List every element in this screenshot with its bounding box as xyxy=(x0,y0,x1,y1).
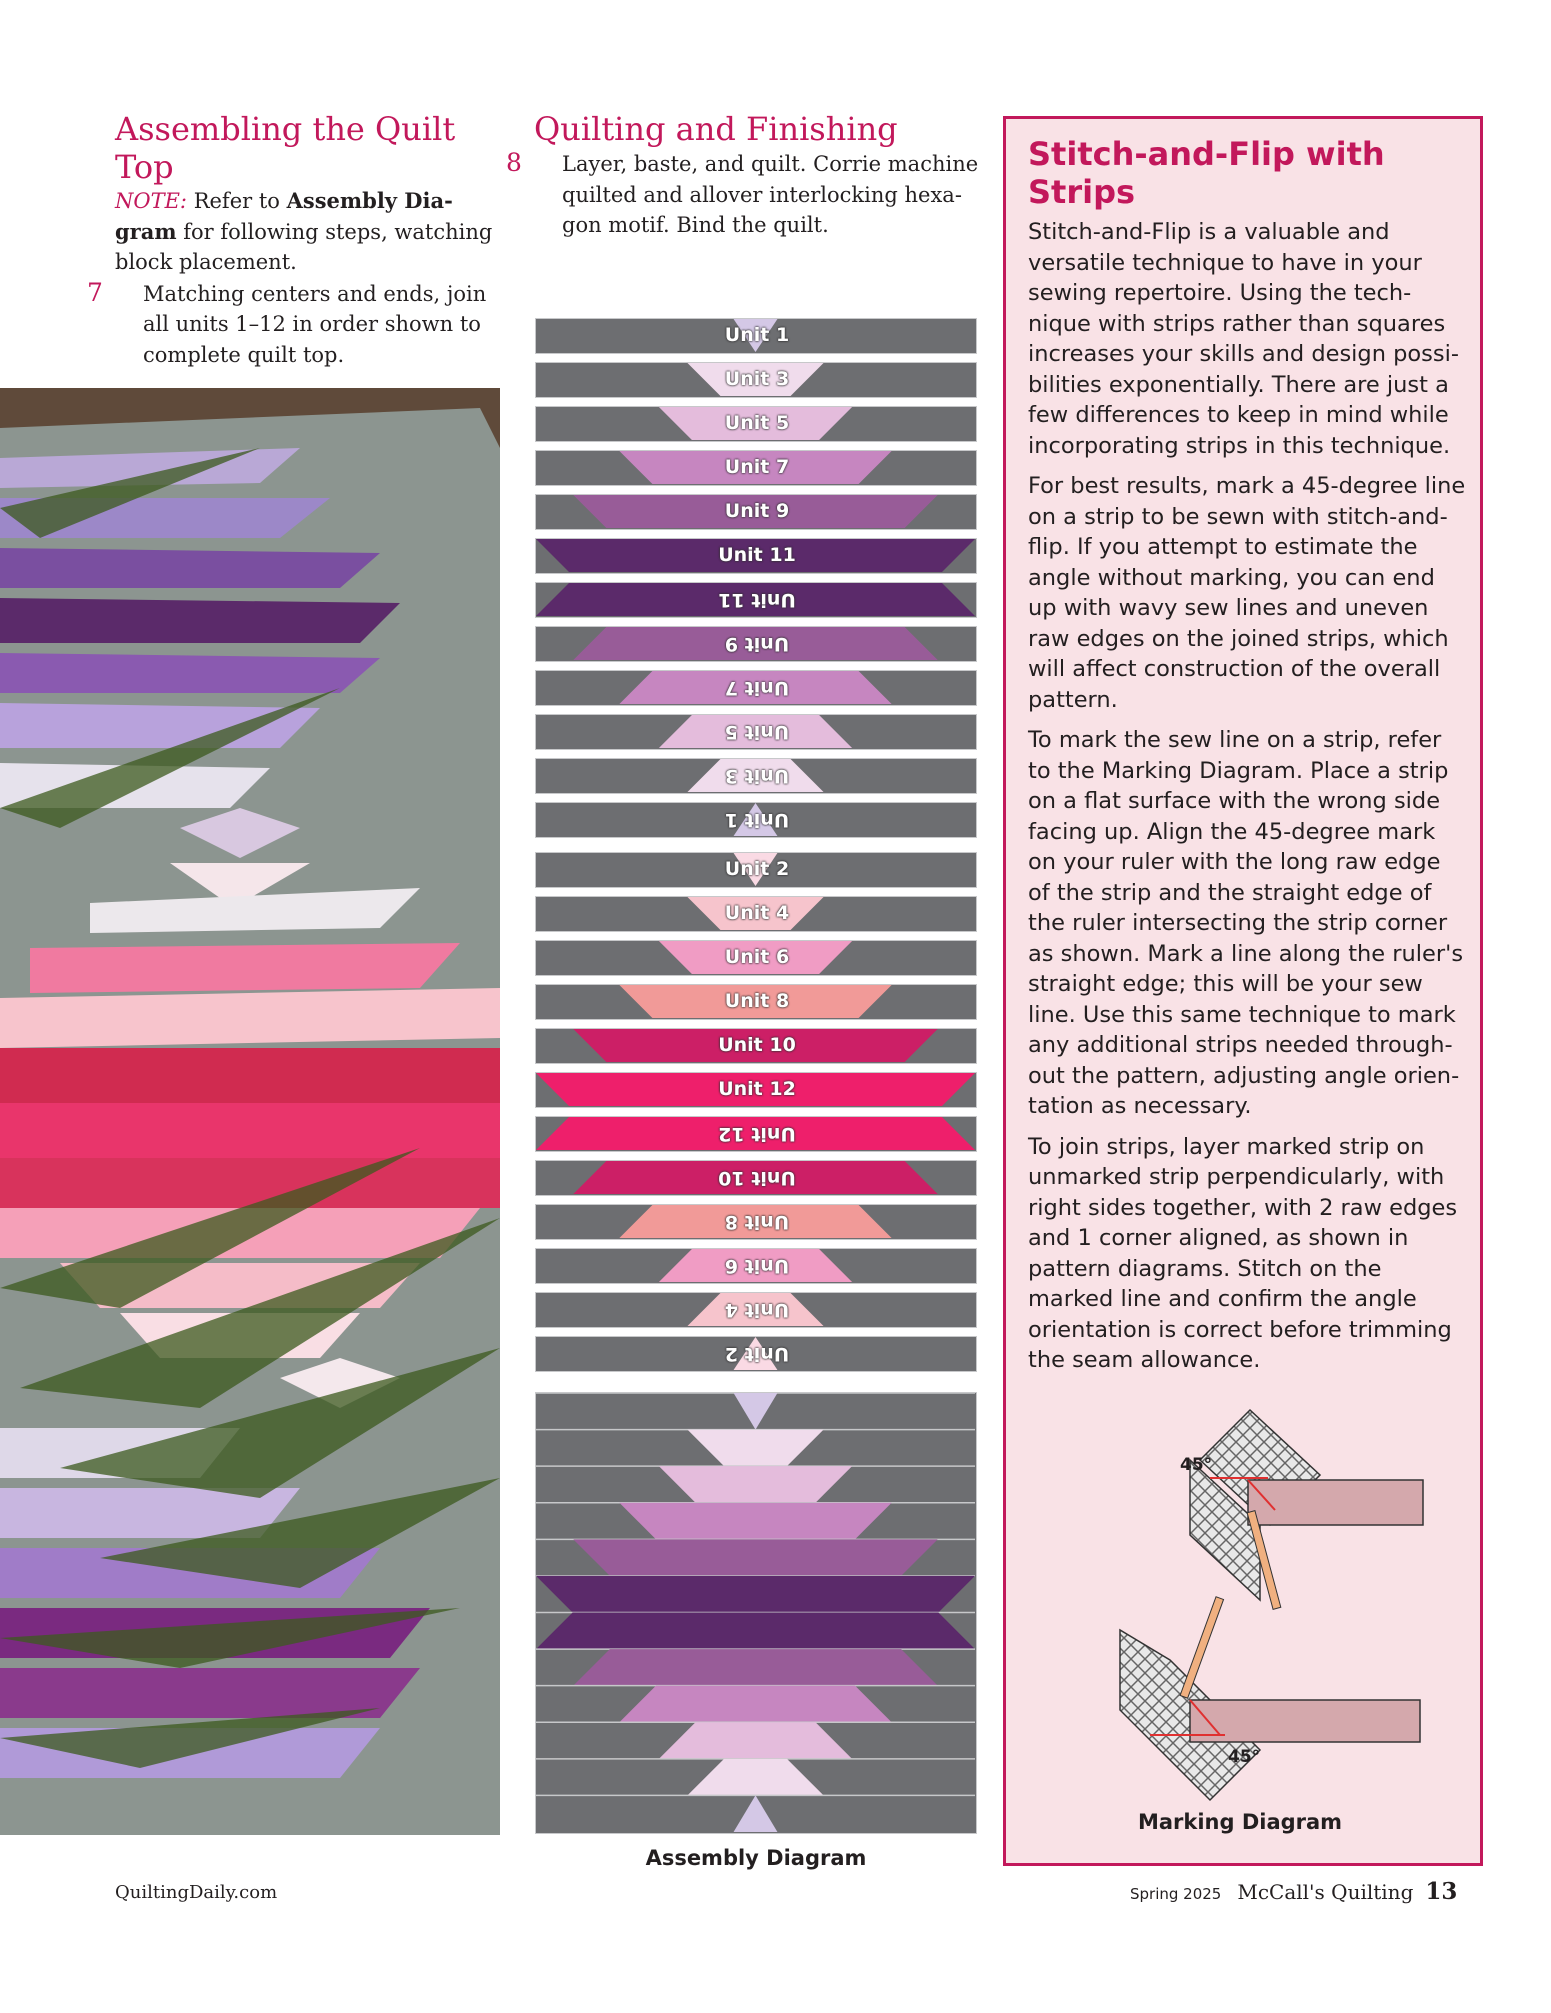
unit-strip xyxy=(535,1204,977,1240)
unit-label: Unit 3 xyxy=(724,765,790,787)
unit-strip xyxy=(535,802,977,838)
footer-magazine: McCall's Quilting xyxy=(1237,1880,1414,1904)
unit-label: Unit 12 xyxy=(718,1123,796,1145)
unit-label: Unit 11 xyxy=(718,544,796,566)
quilting-heading: Quilting and Finishing xyxy=(534,110,898,148)
unit-strip xyxy=(535,896,977,932)
note-label: NOTE: xyxy=(115,189,188,213)
unit-strip xyxy=(535,1028,977,1064)
sidebar-heading: Stitch-and-Flip with Strips xyxy=(1028,135,1385,211)
unit-strip xyxy=(535,582,977,618)
unit-strip xyxy=(535,318,977,354)
row-triangle xyxy=(536,1576,975,1613)
unit-label: Unit 3 xyxy=(724,368,790,390)
step-text: Layer, baste, and quilt. Corrie machine quilted and allover interlocking hexagon motif. Bind the quilt. xyxy=(562,152,979,237)
step-text: Matching centers and ends, join all units 1–12 in order shown to complete quilt top. xyxy=(143,281,487,367)
marking-diagram xyxy=(1110,1400,1430,1810)
quilting-section xyxy=(506,110,984,241)
unit-label: Unit 10 xyxy=(718,1034,796,1056)
unit-label: Unit 5 xyxy=(724,412,790,434)
angle-label: 45° xyxy=(1228,1747,1261,1767)
unit-strip xyxy=(535,538,977,574)
quilt-top-diagram xyxy=(535,1392,977,1834)
row-triangle xyxy=(687,1759,823,1796)
unit-strip xyxy=(535,450,977,486)
footer-folio xyxy=(1130,1878,1457,1905)
footer-season: Spring 2025 xyxy=(1130,1885,1222,1903)
assembly-diagram xyxy=(535,318,977,1843)
page-number: 13 xyxy=(1425,1878,1458,1905)
row-triangle xyxy=(659,1466,852,1503)
unit-strip xyxy=(535,940,977,976)
quilting-step xyxy=(506,148,984,241)
note-bold: Assembly Diagram xyxy=(115,188,453,244)
unit-strip xyxy=(535,1072,977,1108)
sidebar-paragraph: Stitch-and-Flip is a valuable and versatile technique to have in your sewing repertoire. Using the technique with strips rather than squares increases your skills and design possibilities exponentially. There are just a few differences to keep in mind while incorporating strips in this technique. xyxy=(1028,219,1459,459)
step-number: 8 xyxy=(506,148,522,177)
sidebar-paragraph: To mark the sew line on a strip, refer to the Marking Diagram. Place a strip on a flat surface with the wrong side facing up. Align the 45-degree mark on your ruler with the long raw edge of the strip and the straight edge of the ruler intersecting the strip corner as shown. Mark a line along the ruler's straight edge; this will be your sew line. Use this same technique to mark any additional strips needed throughout the pattern, adjusting angle orientation as necessary. xyxy=(1028,727,1464,1119)
assembling-section xyxy=(87,110,495,370)
unit-label: Unit 8 xyxy=(724,990,790,1012)
unit-strip xyxy=(535,626,977,662)
row-triangle xyxy=(573,1649,937,1686)
row-triangle xyxy=(619,1686,891,1723)
assembling-step xyxy=(87,277,495,371)
unit-label: Unit 10 xyxy=(718,1167,796,1189)
unit-label: Unit 7 xyxy=(724,677,790,699)
unit-label: Unit 2 xyxy=(724,1343,790,1365)
row-triangle xyxy=(536,1613,975,1650)
row-triangle xyxy=(734,1393,778,1430)
sidebar-paragraph: For best results, mark a 45-degree line on a strip to be sewn with stitch-and-flip. If you attempt to estimate the angle without marking, you can end up with wavy sew lines and uneven raw edges on the joined strips, which will affect construction of the overall pattern. xyxy=(1028,473,1466,713)
note-pre: Refer to xyxy=(187,189,287,213)
quilt-photo xyxy=(0,388,500,1835)
unit-strip xyxy=(535,758,977,794)
unit-label: Unit 6 xyxy=(724,946,790,968)
unit-label: Unit 4 xyxy=(724,902,790,924)
unit-label: Unit 6 xyxy=(724,1255,790,1277)
unit-strip xyxy=(535,406,977,442)
unit-label: Unit 1 xyxy=(724,324,790,346)
row-triangle xyxy=(659,1722,852,1759)
unit-label: Unit 8 xyxy=(724,1211,790,1233)
unit-label: Unit 5 xyxy=(724,721,790,743)
row-triangle xyxy=(687,1430,823,1467)
unit-label: Unit 9 xyxy=(724,500,790,522)
unit-label: Unit 4 xyxy=(724,1299,790,1321)
quilt-photo-illustration xyxy=(0,388,500,1835)
note-post: for following steps, watching block placement. xyxy=(115,219,493,274)
marking-diagram-caption: Marking Diagram xyxy=(1137,1810,1343,1834)
unit-strip xyxy=(535,1248,977,1284)
marking-diagram-illustration xyxy=(1110,1400,1430,1810)
unit-label: Unit 12 xyxy=(718,1078,796,1100)
unit-label: Unit 11 xyxy=(718,589,796,611)
unit-strip xyxy=(535,494,977,530)
unit-strip xyxy=(535,1292,977,1328)
angle-label: 45° xyxy=(1180,1455,1213,1475)
row-triangle xyxy=(619,1503,891,1540)
unit-strip xyxy=(535,714,977,750)
sidebar-paragraph: To join strips, layer marked strip on unmarked strip perpendicularly, with right sides together, with 2 raw edges and 1 corner aligned, as shown in pattern diagrams. Stitch on the marked line and confirm the angle orientation is correct before trimming the seam allowance. xyxy=(1028,1133,1458,1373)
unit-label: Unit 2 xyxy=(724,858,790,880)
unit-strip xyxy=(535,852,977,888)
unit-strip xyxy=(535,362,977,398)
assembling-note xyxy=(115,186,495,278)
unit-strip xyxy=(535,1336,977,1372)
assembling-heading: Assembling the Quilt Top xyxy=(115,110,456,186)
unit-label: Unit 9 xyxy=(724,633,790,655)
unit-label: Unit 1 xyxy=(724,809,790,831)
assembly-diagram-caption: Assembly Diagram xyxy=(645,1846,867,1870)
step-number: 7 xyxy=(87,277,103,307)
footer-website: QuiltingDaily.com xyxy=(115,1882,278,1903)
unit-strip xyxy=(535,984,977,1020)
unit-label: Unit 7 xyxy=(724,456,790,478)
unit-strip xyxy=(535,670,977,706)
row-triangle xyxy=(573,1539,937,1576)
unit-strip xyxy=(535,1160,977,1196)
row-triangle xyxy=(734,1795,778,1832)
quilt-top-illustration xyxy=(536,1393,975,1832)
unit-strip xyxy=(535,1116,977,1152)
